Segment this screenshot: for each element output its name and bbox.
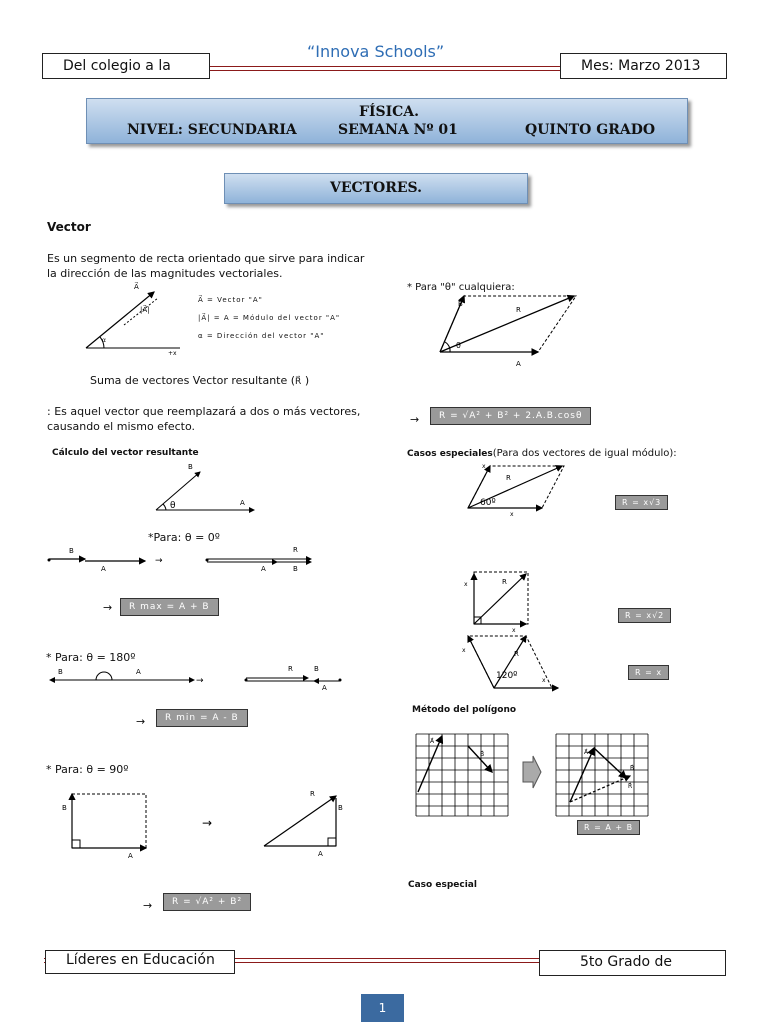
collinear-same-diagram	[45, 543, 315, 575]
r90-special-formula: R = x√2	[618, 608, 671, 623]
resultant-definition: : Es aquel vector que reemplazará a dos o más vectores, causando el mismo efecto.	[47, 405, 361, 433]
footer-left-box	[45, 950, 235, 974]
arrow-r90: →	[143, 899, 153, 912]
arrow-3: →	[202, 816, 213, 830]
svg-text:+x: +x	[168, 350, 177, 357]
footer-right-box	[539, 950, 726, 976]
sum-close: )	[304, 374, 310, 387]
polygon-grid-2	[554, 732, 650, 818]
polygon-arrow	[521, 754, 543, 790]
svg-text:B: B	[293, 565, 298, 573]
rmin-formula: R min = A - B	[156, 709, 248, 727]
svg-text:60º: 60º	[480, 498, 496, 508]
sum-text: Suma de vectores Vector resultante (R⃗ )	[90, 374, 310, 387]
page-number: 1	[361, 994, 404, 1022]
svg-text:B: B	[62, 804, 67, 812]
vector-definition: Es un segmento de recta orientado que sirve para indicar la dirección de las magnitudes vectoriales.	[47, 252, 365, 280]
angle-diagram	[150, 460, 260, 516]
special-120-diagram	[458, 630, 568, 694]
banner-grade: QUINTO GRADO	[525, 122, 656, 138]
special-cases-title: Casos especiales	[407, 449, 493, 459]
topic-banner	[224, 173, 528, 204]
school-name: “Innova Schools”	[307, 42, 445, 61]
heading-vector: Vector	[47, 220, 91, 234]
svg-text:x: x	[462, 647, 466, 654]
svg-text:A: A	[261, 565, 266, 573]
svg-text:A: A	[318, 850, 323, 858]
subject-banner	[86, 98, 688, 144]
svg-text:B: B	[188, 463, 193, 471]
perpendicular-diagram	[60, 784, 360, 860]
svg-text:A: A	[322, 684, 327, 692]
svg-text:R: R	[310, 790, 315, 798]
svg-text:θ: θ	[170, 501, 176, 511]
r120-formula: R = x	[628, 665, 669, 680]
special-90-diagram	[460, 568, 540, 632]
svg-text:B: B	[69, 547, 74, 555]
header-left-box	[42, 53, 210, 79]
parallelogram-diagram	[430, 290, 580, 370]
svg-text:R: R	[293, 546, 298, 554]
special-60-diagram	[460, 458, 570, 518]
arrow-rmin: →	[136, 715, 146, 728]
special-case-heading: Caso especial	[408, 880, 477, 890]
vector-diagram	[80, 278, 190, 358]
svg-text:A: A	[240, 499, 245, 507]
law-cosines-formula: R = √A² + B² + 2.A.B.cosθ	[430, 407, 591, 425]
header-left-text: Del colegio a la	[63, 58, 171, 74]
footer-right-text: 5to Grado de	[580, 954, 672, 970]
header-right-box	[560, 53, 727, 79]
footer-left-text: Líderes en Educación	[66, 952, 215, 968]
r60-formula: R = x√3	[615, 495, 668, 510]
svg-text:x: x	[542, 677, 546, 684]
calc-heading: Cálculo del vector resultante	[52, 448, 199, 458]
case-180-label: * Para: θ = 180º	[46, 651, 136, 664]
svg-text:R: R	[502, 578, 507, 586]
svg-text:x: x	[510, 511, 514, 518]
collinear-opposite-diagram	[44, 662, 344, 692]
sum-label: Suma de vectores Vector resultante (	[90, 374, 296, 387]
case-90-label: * Para: θ = 90º	[46, 763, 129, 776]
svg-text:A⃗: A⃗	[430, 738, 435, 745]
svg-text:A⃗: A⃗	[134, 283, 139, 291]
topic-title: VECTORES.	[329, 180, 423, 196]
svg-text:A: A	[136, 668, 141, 676]
svg-text:B: B	[458, 300, 463, 308]
svg-text:R: R	[514, 650, 519, 658]
legend-1: A⃗ = Vector "A"	[198, 296, 263, 304]
svg-text:R: R	[288, 665, 293, 673]
svg-text:B⃗: B⃗	[480, 751, 485, 758]
svg-text:120º: 120º	[496, 671, 518, 681]
arrow-2: →	[196, 676, 204, 686]
svg-text:B: B	[338, 804, 343, 812]
polygon-formula: R = A + B	[577, 820, 640, 835]
svg-text:R: R	[506, 474, 511, 482]
rmax-formula: R max = A + B	[120, 598, 219, 616]
svg-text:B⃗: B⃗	[630, 765, 635, 772]
any-theta-label: * Para "θ" cualquiera:	[407, 282, 515, 293]
banner-level: NIVEL: SECUNDARIA	[127, 122, 297, 138]
svg-text:B: B	[314, 665, 319, 673]
svg-text:θ: θ	[456, 341, 461, 350]
special-cases-desc: (Para dos vectores de igual módulo):	[492, 448, 677, 459]
svg-text:x: x	[482, 463, 486, 470]
svg-text:x: x	[512, 627, 516, 634]
svg-text:x: x	[464, 581, 468, 588]
legend-3: α = Dirección del vector "A"	[198, 332, 325, 340]
svg-text:A: A	[516, 360, 521, 368]
arrow-rmax: →	[103, 601, 113, 614]
banner-subject: FÍSICA.	[359, 104, 420, 120]
r90-formula: R = √A² + B²	[163, 893, 251, 911]
arrow-lawcos: →	[410, 413, 420, 426]
case-0-label: *Para: θ = 0º	[148, 531, 220, 544]
svg-text:A: A	[128, 852, 133, 860]
svg-text:R: R	[516, 306, 521, 314]
svg-text:|A⃗|: |A⃗|	[140, 306, 150, 314]
header-right-text: Mes: Marzo 2013	[581, 58, 701, 74]
banner-week: SEMANA Nº 01	[338, 122, 458, 138]
svg-text:α: α	[102, 337, 106, 344]
svg-text:A: A	[101, 565, 106, 573]
polygon-heading: Método del polígono	[412, 705, 517, 715]
svg-text:R⃗: R⃗	[628, 783, 633, 790]
legend-2: |A⃗| = A = Módulo del vector "A"	[198, 314, 341, 322]
arrow-1: →	[155, 556, 163, 566]
polygon-grid-1	[414, 732, 510, 818]
svg-text:B: B	[58, 668, 63, 676]
svg-text:A⃗: A⃗	[584, 749, 589, 756]
